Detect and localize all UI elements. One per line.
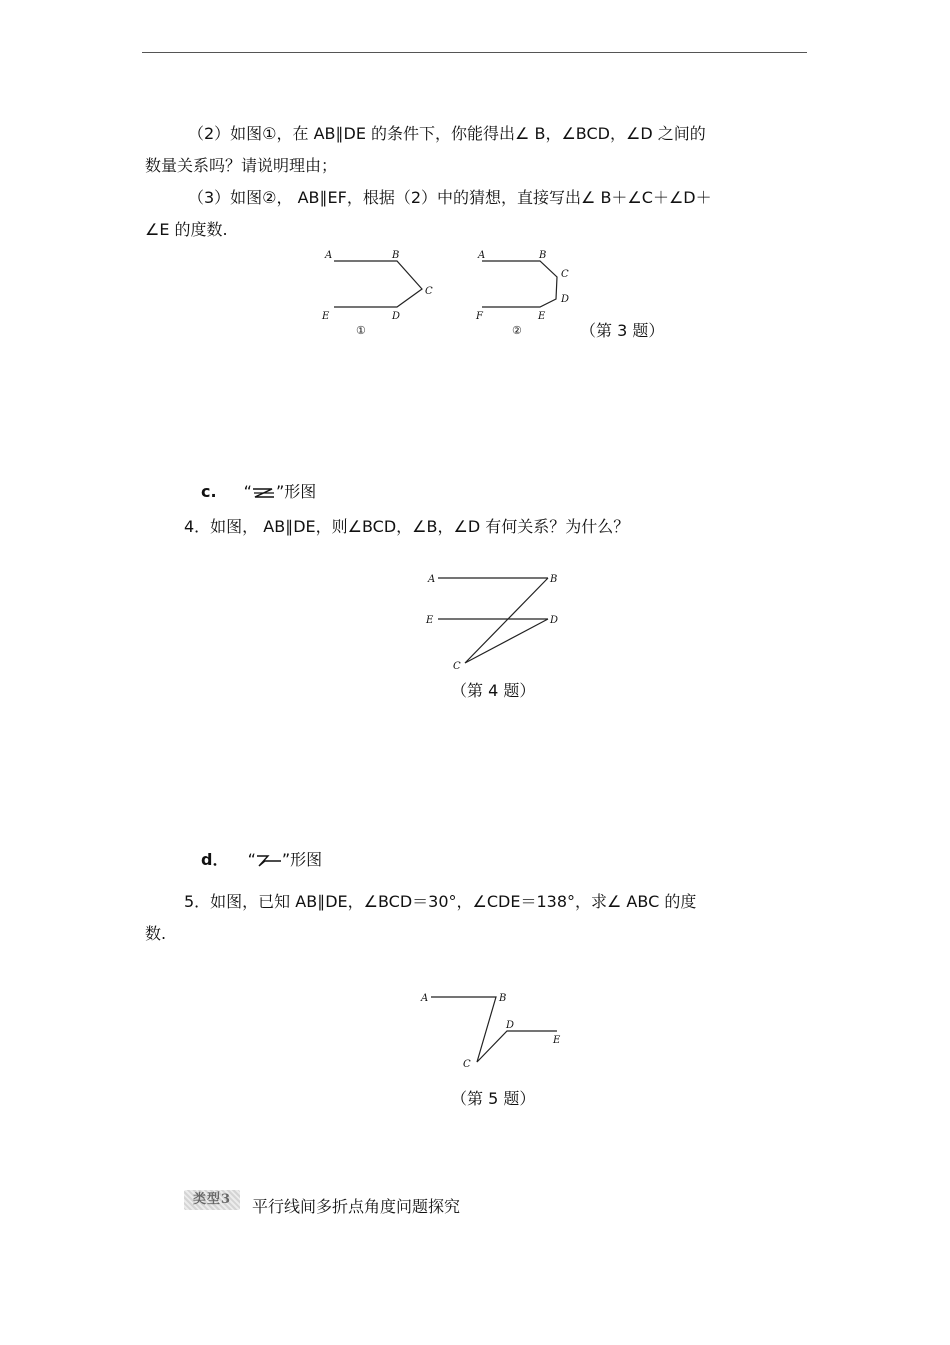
figure-5 [415, 985, 575, 1075]
fig4-label-E: E [426, 615, 434, 626]
fig5-label-E: E [553, 1035, 561, 1046]
fig1-label-B: B [392, 250, 400, 261]
fig2-label-B: B [539, 250, 547, 261]
section-c-close-quote: ”形图 [275, 482, 317, 501]
fig2-polyline [482, 261, 557, 307]
q4-caption: （第 4 题） [451, 681, 536, 700]
figure-3-2 [466, 240, 596, 345]
fig1-label-A: A [325, 250, 333, 261]
fig4-label-B: B [550, 574, 558, 585]
fig1-label-D: D [392, 311, 401, 322]
fig2-label-A: A [478, 250, 486, 261]
fig2-label-C: C [561, 269, 569, 280]
z-shape-icon [252, 486, 276, 500]
fig1-label-E: E [322, 311, 330, 322]
fig4-label-C: C [453, 661, 461, 672]
fig1-polyline [334, 261, 422, 307]
fig2-label-F: F [476, 311, 483, 322]
z-shape-variant-icon [256, 854, 282, 868]
section-d-heading [201, 850, 322, 870]
fig1-label-C: C [425, 286, 433, 297]
fig1-number: ① [356, 324, 366, 337]
fig2-label-D: D [561, 294, 570, 305]
figure-4 [420, 568, 570, 673]
q3-part3-line2: ∠E 的度数. [145, 220, 228, 239]
fig4-label-D: D [550, 615, 559, 626]
fig2-number: ② [512, 324, 522, 337]
section-d-close-quote: ”形图 [281, 850, 323, 869]
header-rule [142, 52, 807, 53]
section-c-heading [201, 482, 316, 502]
section-c-letter: c. [201, 482, 217, 501]
q3-part3-line1: （3）如图②， AB∥EF，根据（2）中的猜想，直接写出∠ B＋∠C＋∠D＋ [188, 188, 712, 207]
q5-caption: （第 5 题） [451, 1089, 536, 1108]
fig4-label-A: A [428, 574, 436, 585]
fig4-polyline-BCD [465, 578, 548, 663]
fig5-polyline [431, 997, 557, 1062]
fig5-label-C: C [463, 1059, 471, 1070]
type-badge: 类型3 [184, 1190, 240, 1210]
q3-part2-line1: （2）如图①，在 AB∥DE 的条件下，你能得出∠ B，∠BCD，∠D 之间的 [188, 124, 706, 143]
q5-line1: 5．如图，已知 AB∥DE，∠BCD＝30°，∠CDE＝138°，求∠ ABC 的度 [184, 892, 697, 911]
fig5-label-B: B [499, 993, 507, 1004]
q5-line2: 数. [145, 924, 167, 943]
q3-part2-line2: 数量关系吗？请说明理由； [145, 156, 338, 175]
q3-caption: （第 3 题） [580, 321, 665, 340]
q4-text: 4．如图， AB∥DE，则∠BCD，∠B，∠D 有何关系？为什么？ [184, 517, 630, 536]
section-d-letter: d． [201, 850, 229, 869]
fig5-label-A: A [421, 993, 429, 1004]
fig2-label-E: E [538, 311, 546, 322]
section-d-open-quote: “ [247, 850, 256, 869]
fig5-label-D: D [506, 1020, 515, 1031]
type3-title: 平行线间多折点角度问题探究 [252, 1197, 461, 1216]
figure-3-1 [310, 240, 450, 345]
section-c-open-quote: “ [243, 482, 252, 501]
